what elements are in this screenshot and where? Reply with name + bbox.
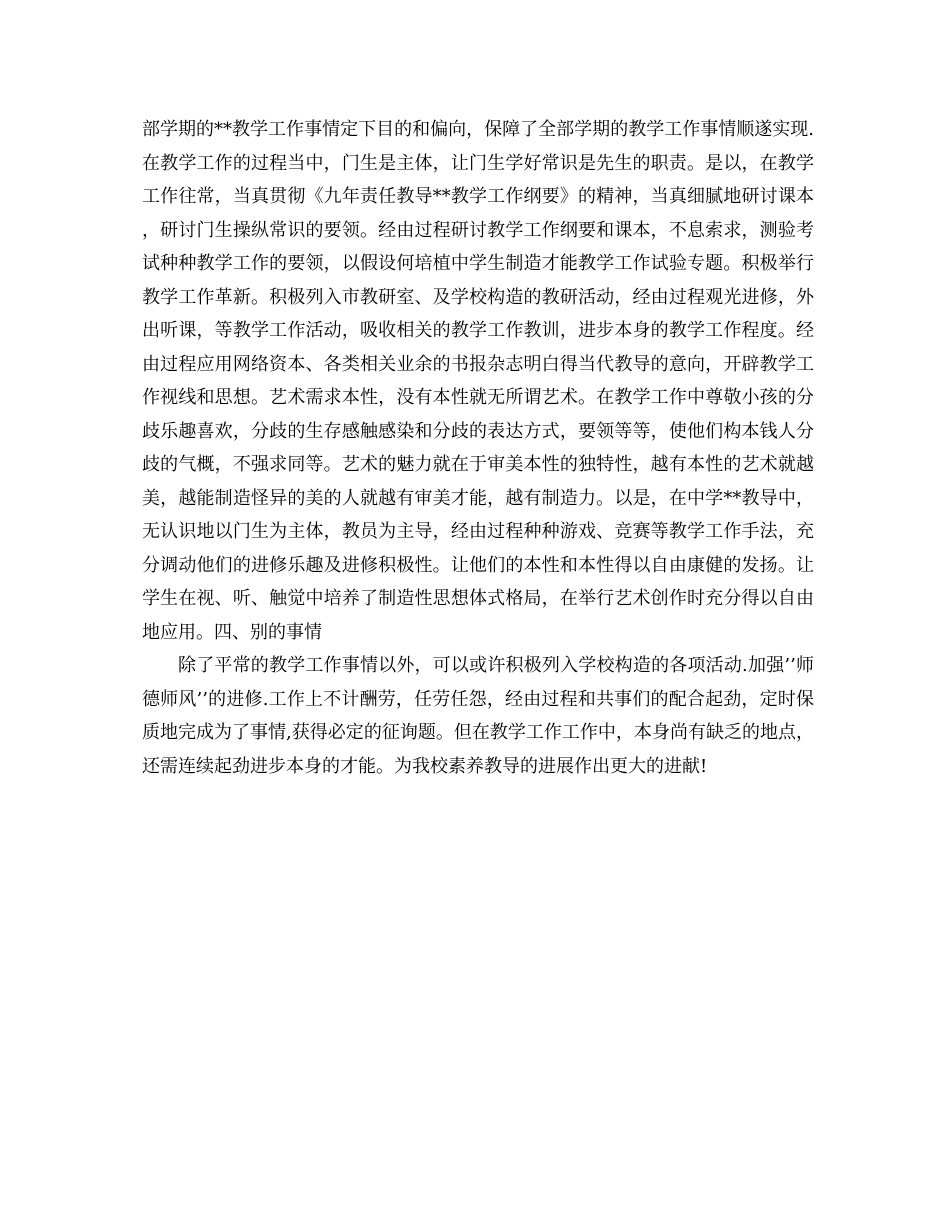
- paragraph-teaching-work: 部学期的**教学工作事情定下目的和偏向，保障了全部学期的教学工作事情顺遂实现.在教学工作的过程当中，门生是主体，让门生学好常识是先生的职责。是以，在教学工作往常，当真贯彻《九年责任教导**教学工作纲要》的精神，当真细腻地研讨课本，研讨门生操纵常识的要领。经由过程研讨教学工作纲要和课本，不息索求，测验考试种种教学工作的要领，以假设何培植中学生制造才能教学工作试验专题。积极举行教学工作革新。积极列入市教研室、及学校构造的教研活动，经由过程观光进修，外出听课，等教学工作活动，吸收相关的教学工作教训，进步本身的教学工作程度。经由过程应用网络资本、各类相关业余的书报杂志明白得当代教导的意向，开辟教学工作视线和思想。艺术需求本性，没有本性就无所谓艺术。在教学工作中尊敬小孩的分歧乐趣喜欢，分歧的生存感触感染和分歧的表达方式，要领等等，使他们构本钱人分歧的气概，不强求同等。艺术的魅力就在于审美本性的独特性，越有本性的艺术就越美，越能制造怪异的美的人就越有审美才能，越有制造力。以是，在中学**教导中，无认识地以门生为主体，教员为主导，经由过程种种游戏、竞赛等教学工作手法，充分调动他们的进修乐趣及进修积极性。让他们的本性和本性得以自由康健的发扬。让学生在视、听、触觉中培养了制造性思想体式格局，在举行艺术创作时充分得以自由地应用。四、别的事情: [142, 119, 814, 643]
- document-body: [142, 113, 814, 783]
- paragraph-other-work: 除了平常的教学工作事情以外，可以或许积极列入学校构造的各项活动.加强’’师德师风’’的进修.工作上不计酬劳，任劳任怨，经由过程和共事们的配合起劲，定时保质地完成为了事情,获得必定的征询题。但在教学工作工作中，本身尚有缺乏的地点，还需连续起劲进步本身的才能。为我校素养教导的进展作出更大的进献!: [142, 655, 814, 777]
